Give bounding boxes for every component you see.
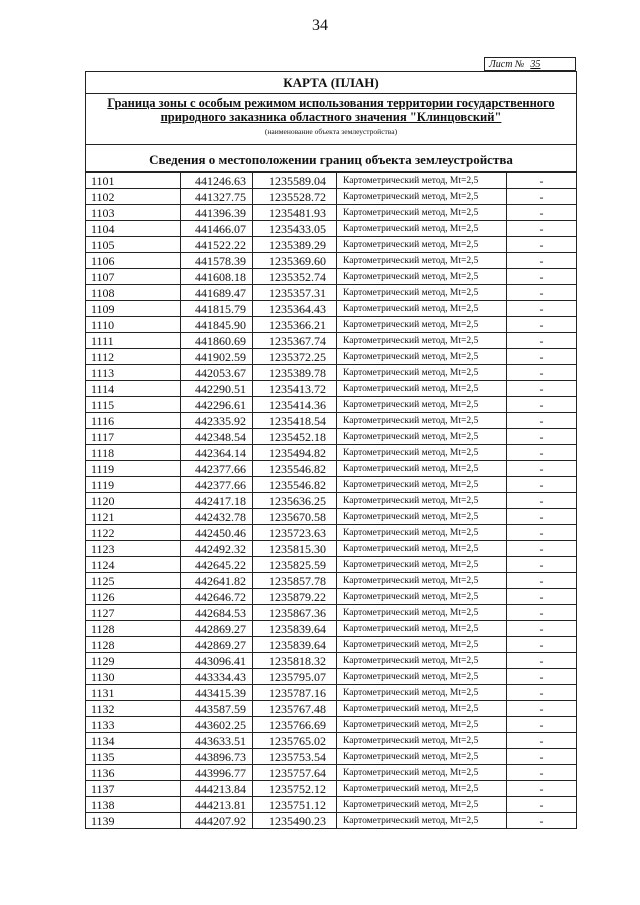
method-cell: Картометрический метод, Mt=2,5 [337,285,507,301]
x-coordinate-cell: 442492.32 [181,541,253,557]
accuracy-cell: - [507,445,577,461]
accuracy-cell: - [507,221,577,237]
x-coordinate-cell: 441396.39 [181,205,253,221]
accuracy-cell: - [507,541,577,557]
y-coordinate-cell: 1235766.69 [253,717,337,733]
accuracy-cell: - [507,333,577,349]
method-cell: Картометрический метод, Mt=2,5 [337,813,507,829]
accuracy-cell: - [507,557,577,573]
y-coordinate-cell: 1235752.12 [253,781,337,797]
y-coordinate-cell: 1235364.43 [253,301,337,317]
x-coordinate-cell: 441845.90 [181,317,253,333]
point-number-cell: 1112 [86,349,181,365]
table-row [86,589,577,605]
point-number-cell: 1107 [86,269,181,285]
y-coordinate-cell: 1235433.05 [253,221,337,237]
x-coordinate-cell: 441578.39 [181,253,253,269]
point-number-cell: 1128 [86,637,181,653]
method-cell: Картометрический метод, Mt=2,5 [337,205,507,221]
object-name-line-2: природного заказника областного значения "Клинцовский" [160,110,502,124]
method-cell: Картометрический метод, Mt=2,5 [337,717,507,733]
y-coordinate-cell: 1235879.22 [253,589,337,605]
x-coordinate-cell: 442377.66 [181,461,253,477]
x-coordinate-cell: 441860.69 [181,333,253,349]
y-coordinate-cell: 1235366.21 [253,317,337,333]
point-number-cell: 1136 [86,765,181,781]
y-coordinate-cell: 1235857.78 [253,573,337,589]
x-coordinate-cell: 442450.46 [181,525,253,541]
y-coordinate-cell: 1235670.58 [253,509,337,525]
method-cell: Картометрический метод, Mt=2,5 [337,781,507,797]
method-cell: Картометрический метод, Mt=2,5 [337,749,507,765]
table-row [86,717,577,733]
method-cell: Картометрический метод, Mt=2,5 [337,397,507,413]
method-cell: Картометрический метод, Mt=2,5 [337,541,507,557]
sheet-label: Лист № [489,59,525,70]
x-coordinate-cell: 443334.43 [181,669,253,685]
method-cell: Картометрический метод, Mt=2,5 [337,669,507,685]
y-coordinate-cell: 1235546.82 [253,477,337,493]
x-coordinate-cell: 441608.18 [181,269,253,285]
y-coordinate-cell: 1235757.64 [253,765,337,781]
accuracy-cell: - [507,253,577,269]
table-row [86,685,577,701]
x-coordinate-cell: 442290.51 [181,381,253,397]
table-row [86,237,577,253]
section-title: Сведения о местоположении границ объекта землеустройства [149,152,513,167]
point-number-cell: 1118 [86,445,181,461]
table-row [86,365,577,381]
x-coordinate-cell: 444213.84 [181,781,253,797]
x-coordinate-cell: 444207.92 [181,813,253,829]
method-cell: Картометрический метод, Mt=2,5 [337,509,507,525]
accuracy-cell: - [507,173,577,189]
table-row [86,173,577,189]
y-coordinate-cell: 1235818.32 [253,653,337,669]
table-row [86,653,577,669]
point-number-cell: 1104 [86,221,181,237]
y-coordinate-cell: 1235867.36 [253,605,337,621]
point-number-cell: 1110 [86,317,181,333]
y-coordinate-cell: 1235589.04 [253,173,337,189]
point-number-cell: 1130 [86,669,181,685]
point-number-cell: 1106 [86,253,181,269]
y-coordinate-cell: 1235389.29 [253,237,337,253]
method-cell: Картометрический метод, Mt=2,5 [337,413,507,429]
table-row [86,301,577,317]
point-number-cell: 1139 [86,813,181,829]
point-number-cell: 1127 [86,605,181,621]
y-coordinate-cell: 1235795.07 [253,669,337,685]
point-number-cell: 1124 [86,557,181,573]
table-row [86,749,577,765]
x-coordinate-cell: 443996.77 [181,765,253,781]
accuracy-cell: - [507,685,577,701]
y-coordinate-cell: 1235418.54 [253,413,337,429]
table-row [86,525,577,541]
point-number-cell: 1121 [86,509,181,525]
table-row [86,557,577,573]
x-coordinate-cell: 441522.22 [181,237,253,253]
accuracy-cell: - [507,701,577,717]
accuracy-cell: - [507,813,577,829]
point-number-cell: 1133 [86,717,181,733]
table-row [86,493,577,509]
point-number-cell: 1132 [86,701,181,717]
accuracy-cell: - [507,477,577,493]
x-coordinate-cell: 443896.73 [181,749,253,765]
y-coordinate-cell: 1235389.78 [253,365,337,381]
page-number: 34 [312,17,328,34]
x-coordinate-cell: 441902.59 [181,349,253,365]
x-coordinate-cell: 442646.72 [181,589,253,605]
accuracy-cell: - [507,781,577,797]
point-number-cell: 1123 [86,541,181,557]
point-number-cell: 1105 [86,237,181,253]
y-coordinate-cell: 1235839.64 [253,637,337,653]
y-coordinate-cell: 1235839.64 [253,621,337,637]
x-coordinate-cell: 442053.67 [181,365,253,381]
table-row [86,349,577,365]
x-coordinate-cell: 443096.41 [181,653,253,669]
table-row [86,477,577,493]
y-coordinate-cell: 1235528.72 [253,189,337,205]
table-row [86,381,577,397]
point-number-cell: 1101 [86,173,181,189]
y-coordinate-cell: 1235490.23 [253,813,337,829]
method-cell: Картометрический метод, Mt=2,5 [337,701,507,717]
point-number-cell: 1115 [86,397,181,413]
y-coordinate-cell: 1235357.31 [253,285,337,301]
table-row [86,509,577,525]
x-coordinate-cell: 443587.59 [181,701,253,717]
table-row [86,813,577,829]
sheet-number: 35 [530,59,541,70]
y-coordinate-cell: 1235481.93 [253,205,337,221]
accuracy-cell: - [507,509,577,525]
method-cell: Картометрический метод, Mt=2,5 [337,349,507,365]
x-coordinate-cell: 442684.53 [181,605,253,621]
point-number-cell: 1114 [86,381,181,397]
y-coordinate-cell: 1235546.82 [253,461,337,477]
table-row [86,413,577,429]
table-row [86,621,577,637]
x-coordinate-cell: 442417.18 [181,493,253,509]
table-row [86,461,577,477]
table-row [86,733,577,749]
accuracy-cell: - [507,205,577,221]
accuracy-cell: - [507,381,577,397]
point-number-cell: 1126 [86,589,181,605]
method-cell: Картометрический метод, Mt=2,5 [337,573,507,589]
point-number-cell: 1113 [86,365,181,381]
point-number-cell: 1129 [86,653,181,669]
accuracy-cell: - [507,269,577,285]
table-row [86,445,577,461]
table-row [86,285,577,301]
method-cell: Картометрический метод, Mt=2,5 [337,461,507,477]
accuracy-cell: - [507,733,577,749]
point-number-cell: 1111 [86,333,181,349]
x-coordinate-cell: 441689.47 [181,285,253,301]
y-coordinate-cell: 1235413.72 [253,381,337,397]
accuracy-cell: - [507,717,577,733]
x-coordinate-cell: 443633.51 [181,733,253,749]
method-cell: Картометрический метод, Mt=2,5 [337,637,507,653]
table-row [86,701,577,717]
y-coordinate-cell: 1235372.25 [253,349,337,365]
y-coordinate-cell: 1235723.63 [253,525,337,541]
method-cell: Картометрический метод, Mt=2,5 [337,797,507,813]
point-number-cell: 1128 [86,621,181,637]
method-cell: Картометрический метод, Mt=2,5 [337,221,507,237]
method-cell: Картометрический метод, Mt=2,5 [337,653,507,669]
table-row [86,269,577,285]
table-row [86,781,577,797]
accuracy-cell: - [507,349,577,365]
point-number-cell: 1116 [86,413,181,429]
method-cell: Картометрический метод, Mt=2,5 [337,253,507,269]
method-cell: Картометрический метод, Mt=2,5 [337,429,507,445]
method-cell: Картометрический метод, Mt=2,5 [337,621,507,637]
y-coordinate-cell: 1235352.74 [253,269,337,285]
x-coordinate-cell: 442432.78 [181,509,253,525]
accuracy-cell: - [507,749,577,765]
table-row [86,797,577,813]
object-name [86,96,576,124]
table-row [86,317,577,333]
method-cell: Картометрический метод, Mt=2,5 [337,189,507,205]
x-coordinate-cell: 442645.22 [181,557,253,573]
table-row [86,765,577,781]
map-title: КАРТА (ПЛАН) [86,72,576,94]
method-cell: Картометрический метод, Mt=2,5 [337,493,507,509]
method-cell: Картометрический метод, Mt=2,5 [337,525,507,541]
method-cell: Картометрический метод, Mt=2,5 [337,333,507,349]
method-cell: Картометрический метод, Mt=2,5 [337,381,507,397]
y-coordinate-cell: 1235753.54 [253,749,337,765]
y-coordinate-cell: 1235494.82 [253,445,337,461]
accuracy-cell: - [507,797,577,813]
accuracy-cell: - [507,397,577,413]
table-row [86,429,577,445]
accuracy-cell: - [507,621,577,637]
x-coordinate-cell: 441466.07 [181,221,253,237]
x-coordinate-cell: 441327.75 [181,189,253,205]
accuracy-cell: - [507,525,577,541]
table-row [86,253,577,269]
table-row [86,189,577,205]
method-cell: Картометрический метод, Mt=2,5 [337,237,507,253]
accuracy-cell: - [507,429,577,445]
accuracy-cell: - [507,413,577,429]
point-number-cell: 1134 [86,733,181,749]
object-caption: (наименование объекта землеустройства) [264,127,398,136]
accuracy-cell: - [507,301,577,317]
table-row [86,397,577,413]
accuracy-cell: - [507,461,577,477]
method-cell: Картометрический метод, Mt=2,5 [337,477,507,493]
coordinates-table-body [86,173,577,829]
method-cell: Картометрический метод, Mt=2,5 [337,557,507,573]
x-coordinate-cell: 443415.39 [181,685,253,701]
method-cell: Картометрический метод, Mt=2,5 [337,173,507,189]
method-cell: Картометрический метод, Mt=2,5 [337,301,507,317]
x-coordinate-cell: 441246.63 [181,173,253,189]
x-coordinate-cell: 442335.92 [181,413,253,429]
y-coordinate-cell: 1235815.30 [253,541,337,557]
point-number-cell: 1102 [86,189,181,205]
point-number-cell: 1138 [86,797,181,813]
y-coordinate-cell: 1235636.25 [253,493,337,509]
method-cell: Картометрический метод, Mt=2,5 [337,685,507,701]
coordinates-table [85,172,577,829]
accuracy-cell: - [507,493,577,509]
table-row [86,333,577,349]
accuracy-cell: - [507,765,577,781]
x-coordinate-cell: 442377.66 [181,477,253,493]
x-coordinate-cell: 441815.79 [181,301,253,317]
accuracy-cell: - [507,637,577,653]
accuracy-cell: - [507,237,577,253]
y-coordinate-cell: 1235767.48 [253,701,337,717]
section-divider [86,144,576,145]
x-coordinate-cell: 442348.54 [181,429,253,445]
table-row [86,637,577,653]
accuracy-cell: - [507,605,577,621]
method-cell: Картометрический метод, Mt=2,5 [337,365,507,381]
method-cell: Картометрический метод, Mt=2,5 [337,317,507,333]
point-number-cell: 1125 [86,573,181,589]
y-coordinate-cell: 1235452.18 [253,429,337,445]
object-name-line-1: Граница зоны с особым режимом использования территории государственного [107,96,555,110]
y-coordinate-cell: 1235825.59 [253,557,337,573]
table-row [86,205,577,221]
point-number-cell: 1103 [86,205,181,221]
point-number-cell: 1122 [86,525,181,541]
accuracy-cell: - [507,317,577,333]
method-cell: Картометрический метод, Mt=2,5 [337,765,507,781]
x-coordinate-cell: 442869.27 [181,637,253,653]
table-row [86,669,577,685]
method-cell: Картометрический метод, Mt=2,5 [337,589,507,605]
y-coordinate-cell: 1235369.60 [253,253,337,269]
table-row [86,573,577,589]
point-number-cell: 1119 [86,477,181,493]
y-coordinate-cell: 1235367.74 [253,333,337,349]
table-row [86,541,577,557]
table-row [86,605,577,621]
x-coordinate-cell: 444213.81 [181,797,253,813]
accuracy-cell: - [507,573,577,589]
method-cell: Картометрический метод, Mt=2,5 [337,269,507,285]
y-coordinate-cell: 1235414.36 [253,397,337,413]
x-coordinate-cell: 443602.25 [181,717,253,733]
point-number-cell: 1119 [86,461,181,477]
point-number-cell: 1131 [86,685,181,701]
table-row [86,221,577,237]
x-coordinate-cell: 442364.14 [181,445,253,461]
y-coordinate-cell: 1235787.16 [253,685,337,701]
x-coordinate-cell: 442641.82 [181,573,253,589]
accuracy-cell: - [507,589,577,605]
point-number-cell: 1109 [86,301,181,317]
sheet-number-box [484,57,576,71]
point-number-cell: 1117 [86,429,181,445]
accuracy-cell: - [507,653,577,669]
y-coordinate-cell: 1235751.12 [253,797,337,813]
x-coordinate-cell: 442296.61 [181,397,253,413]
point-number-cell: 1137 [86,781,181,797]
y-coordinate-cell: 1235765.02 [253,733,337,749]
point-number-cell: 1135 [86,749,181,765]
accuracy-cell: - [507,285,577,301]
accuracy-cell: - [507,189,577,205]
accuracy-cell: - [507,669,577,685]
x-coordinate-cell: 442869.27 [181,621,253,637]
method-cell: Картометрический метод, Mt=2,5 [337,445,507,461]
point-number-cell: 1120 [86,493,181,509]
document-header [85,71,577,172]
point-number-cell: 1108 [86,285,181,301]
method-cell: Картометрический метод, Mt=2,5 [337,733,507,749]
accuracy-cell: - [507,365,577,381]
method-cell: Картометрический метод, Mt=2,5 [337,605,507,621]
